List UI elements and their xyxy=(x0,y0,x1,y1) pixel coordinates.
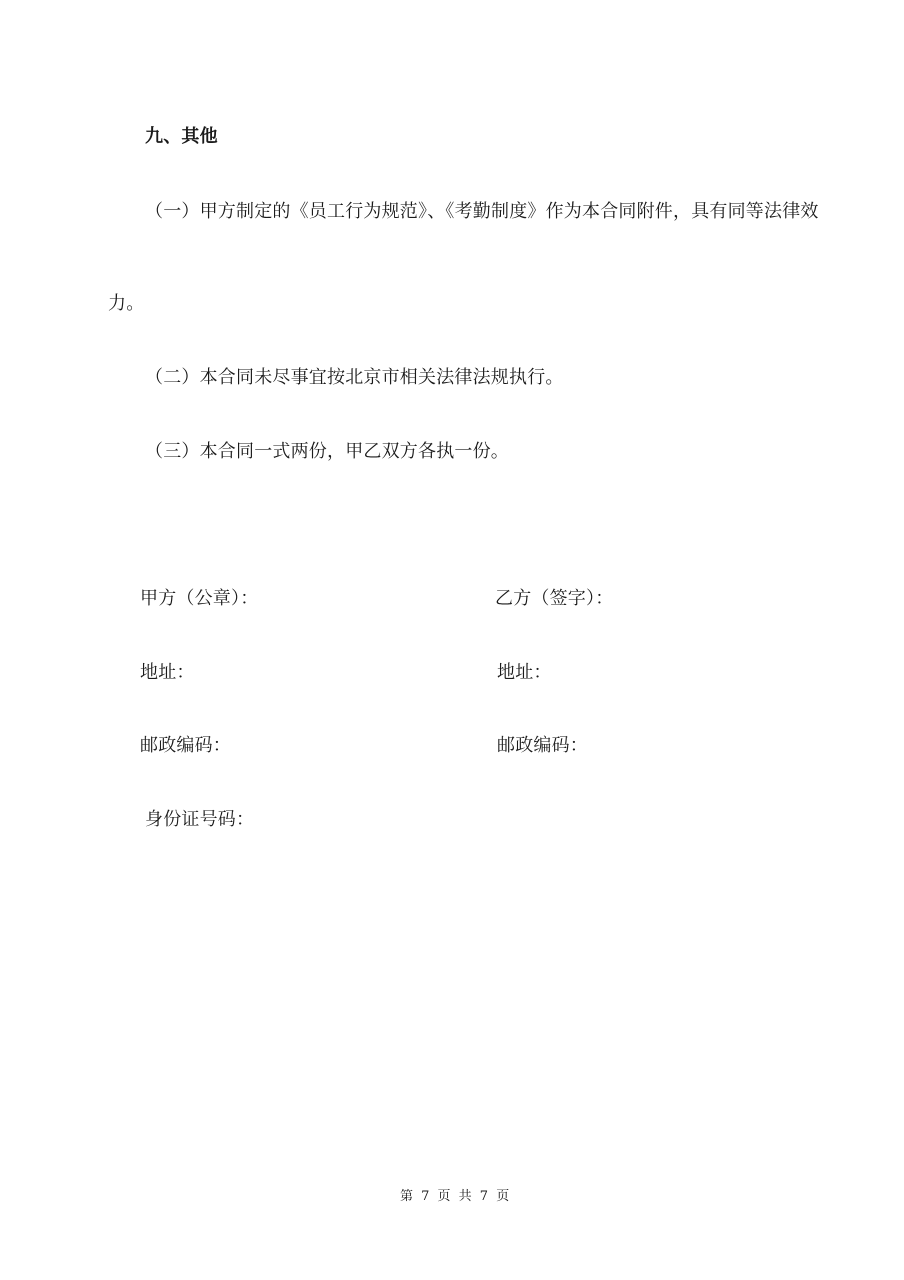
clause-2: （二）本合同未尽事宜按北京市相关法律法规执行。 xyxy=(145,367,564,388)
party-a-seal-label: 甲方（公章）： xyxy=(140,588,259,609)
clause-3: （三）本合同一式两份，甲乙双方各执一份。 xyxy=(145,441,509,462)
clause-1-line-1: （一）甲方制定的《员工行为规范》、《考勤制度》作为本合同附件，具有同等法律效 xyxy=(145,201,819,222)
party-b-address-label: 地址： xyxy=(497,662,552,683)
page-footer: 第 7 页 共 7 页 xyxy=(400,1189,512,1204)
clause-1-line-2: 力。 xyxy=(108,293,145,314)
party-a-postal-label: 邮政编码： xyxy=(140,735,231,756)
section-heading: 九、其他 xyxy=(145,126,218,147)
party-b-id-number-label: 身份证号码： xyxy=(145,809,255,830)
party-a-address-label: 地址： xyxy=(140,662,195,683)
party-b-postal-label: 邮政编码： xyxy=(497,735,588,756)
party-b-signature-label: 乙方（签字）： xyxy=(495,588,614,609)
